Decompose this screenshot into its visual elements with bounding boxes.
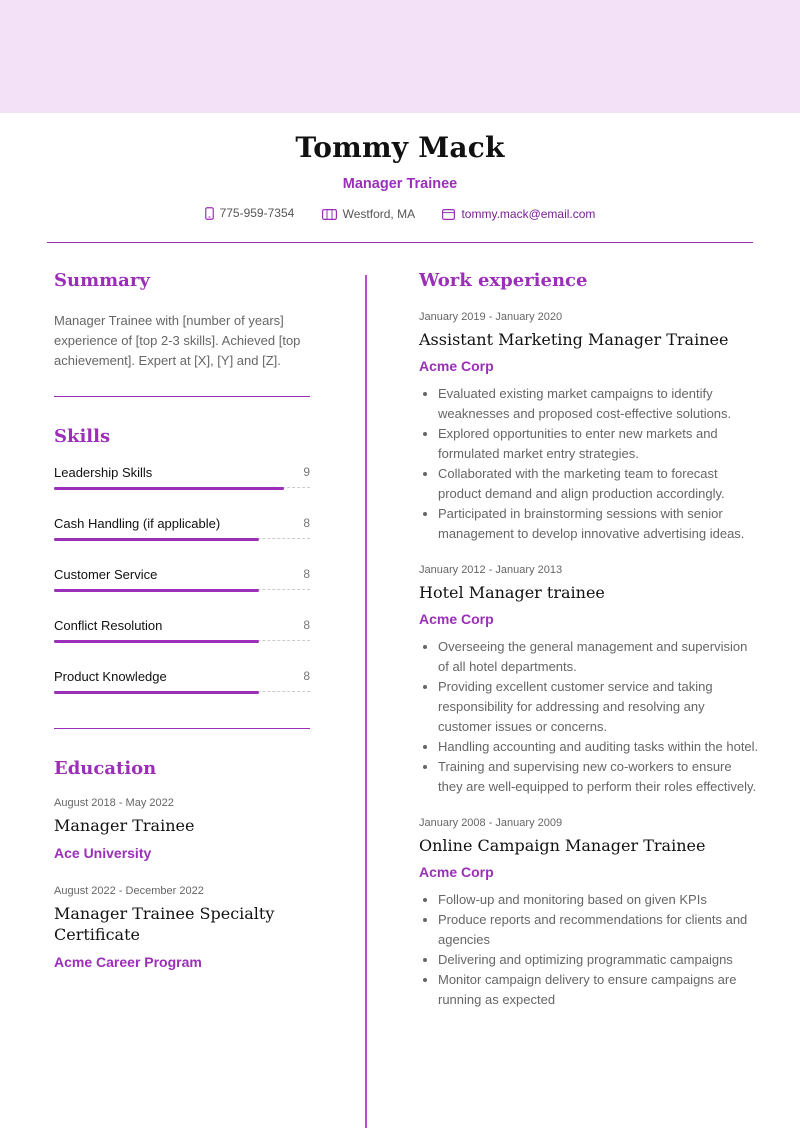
contact-email: [442, 207, 595, 221]
phone-icon: [205, 207, 214, 220]
job-bullet: • Delivering and optimizing programmatic campaigns: [438, 950, 759, 970]
contact-location: [322, 207, 415, 221]
mail-icon: [442, 209, 455, 220]
education-dates: August 2018 - May 2022: [54, 797, 174, 809]
job-bullet: • Overseeing the general management and supervision of all hotel departments.: [438, 637, 759, 677]
education-school: Acme Career Program: [54, 954, 202, 970]
job-bullet: • Training and supervising new co-workers to ensure they are well-equipped to perform their roles effectively.: [438, 757, 759, 797]
skill-bar: [54, 640, 259, 643]
job-dates: January 2012 - January 2013: [419, 564, 563, 576]
contact-row: [0, 206, 800, 223]
header-divider: [47, 242, 753, 243]
education-heading: Education: [54, 758, 157, 779]
education-degree: Manager Trainee: [54, 816, 195, 835]
job-bullet: • Follow-up and monitoring based on given KPIs: [438, 890, 759, 910]
summary-divider: [54, 396, 310, 397]
skill-item: [54, 618, 310, 669]
skills-heading: Skills: [54, 426, 111, 447]
job-entry: [419, 311, 759, 544]
education-entry: [54, 885, 310, 970]
job-bullet: • Explored opportunities to enter new markets and formulated market entry strategies.: [438, 424, 759, 464]
location-text: Westford, MA: [342, 207, 416, 221]
skill-name: Leadership Skills: [54, 465, 153, 480]
experience-heading: Work experience: [419, 270, 588, 291]
job-entry: [419, 564, 759, 797]
skill-name: Conflict Resolution: [54, 618, 163, 633]
education-dates: August 2022 - December 2022: [54, 885, 204, 897]
job-title: Assistant Marketing Manager Trainee: [419, 330, 729, 349]
job-bullets: [419, 637, 759, 797]
column-divider: [365, 275, 367, 1128]
left-column: [54, 270, 310, 970]
skill-level: 8: [303, 669, 310, 683]
job-company: Acme Corp: [419, 358, 494, 374]
skill-item: [54, 669, 310, 720]
job-company: Acme Corp: [419, 611, 494, 627]
job-bullets: [419, 890, 759, 1010]
candidate-name: Tommy Mack: [295, 131, 505, 164]
summary-heading: Summary: [54, 270, 150, 291]
skill-item: [54, 516, 310, 567]
right-column: [419, 270, 759, 1010]
skill-level: 8: [303, 567, 310, 581]
skills-list: [54, 465, 310, 720]
education-degree: Manager Trainee Specialty Certificate: [54, 904, 275, 944]
map-icon: [322, 209, 337, 220]
skill-item: [54, 567, 310, 618]
skill-bar: [54, 487, 284, 490]
job-bullet: • Providing excellent customer service and taking responsibility for addressing and resolving any customer issues or concerns.: [438, 677, 759, 737]
job-bullet: • Handling accounting and auditing tasks within the hotel.: [438, 737, 759, 757]
job-bullet: • Monitor campaign delivery to ensure campaigns are running as expected: [438, 970, 759, 1010]
skill-name: Customer Service: [54, 567, 158, 582]
skill-bar: [54, 691, 259, 694]
skills-divider: [54, 728, 310, 729]
skill-level: 9: [303, 465, 310, 479]
job-title: Online Campaign Manager Trainee: [419, 836, 706, 855]
job-bullets: [419, 384, 759, 544]
job-company: Acme Corp: [419, 864, 494, 880]
skill-bar: [54, 589, 259, 592]
skill-bar: [54, 538, 259, 541]
job-bullet: • Produce reports and recommendations for clients and agencies: [438, 910, 759, 950]
skill-level: 8: [303, 618, 310, 632]
header-band: [0, 0, 800, 113]
email-link[interactable]: tommy.mack@email.com: [461, 207, 596, 221]
education-school: Ace University: [54, 845, 152, 861]
job-title: Hotel Manager trainee: [419, 583, 605, 602]
job-dates: January 2008 - January 2009: [419, 817, 563, 829]
job-bullet: • Collaborated with the marketing team to forecast product demand and align production accordingly.: [438, 464, 759, 504]
job-bullet: • Participated in brainstorming sessions with senior management to develop innovative advertising ideas.: [438, 504, 759, 544]
skill-name: Product Knowledge: [54, 669, 167, 684]
skill-name: Cash Handling (if applicable): [54, 516, 221, 531]
job-dates: January 2019 - January 2020: [419, 311, 563, 323]
skill-item: [54, 465, 310, 516]
education-entry: [54, 797, 310, 861]
candidate-role: Manager Trainee: [342, 176, 458, 192]
skill-level: 8: [303, 516, 310, 530]
phone-text: 775-959-7354: [219, 206, 295, 220]
job-entry: [419, 817, 759, 1010]
contact-phone: [205, 206, 295, 220]
summary-text: Manager Trainee with [number of years] experience of [top 2-3 skills]. Achieved [top achievement]. Expert at [X], [Y] and [Z].: [54, 313, 301, 368]
job-bullet: • Evaluated existing market campaigns to identify weaknesses and proposed cost-effective solutions.: [438, 384, 759, 424]
